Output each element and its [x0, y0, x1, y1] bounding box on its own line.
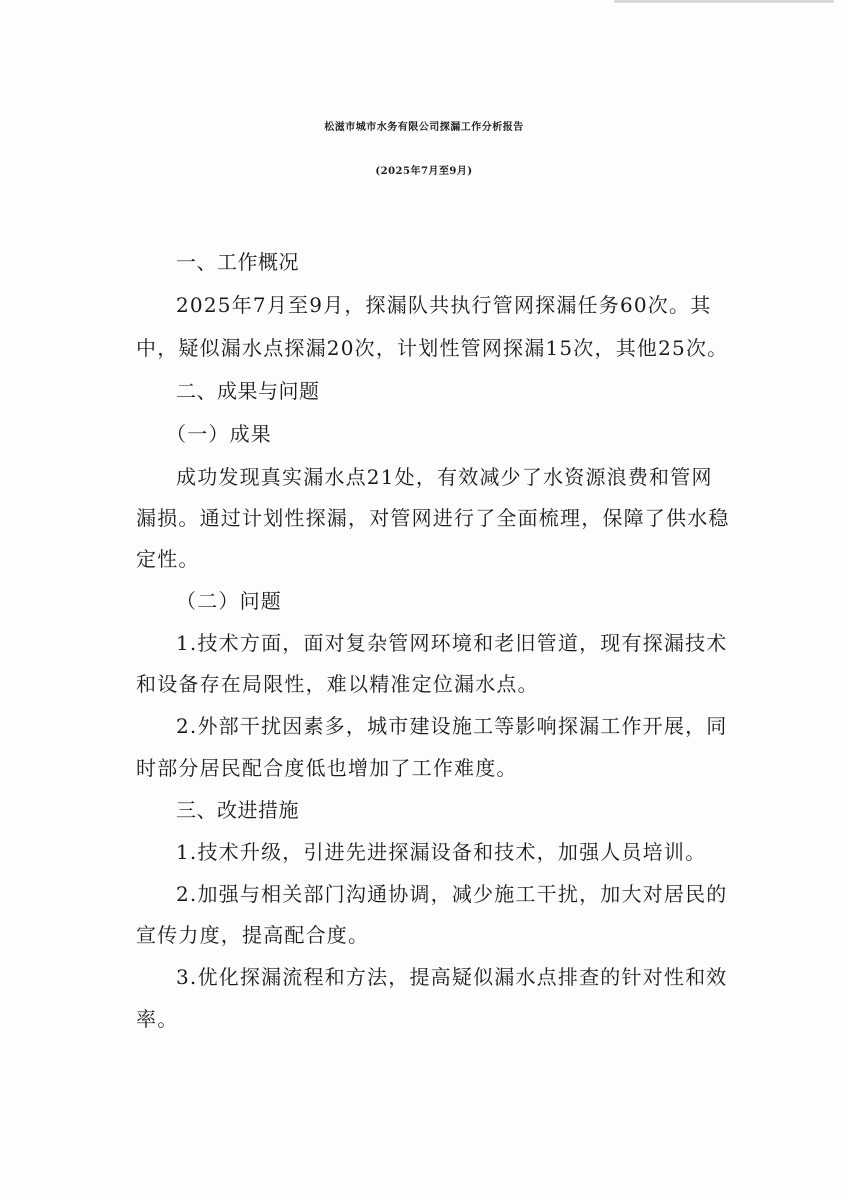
- report-title: 松滋市城市水务有限公司探漏工作分析报告: [324, 122, 524, 133]
- paragraph-line: 定性。: [136, 547, 200, 571]
- scan-artifact: [614, 0, 834, 3]
- paragraph-line: 和设备存在局限性，难以精准定位漏水点。: [136, 672, 539, 696]
- paragraph-line: 率。: [136, 1007, 179, 1031]
- paragraph-line: 宣传力度，提高配合度。: [136, 923, 370, 947]
- section-heading-overview: 一、工作概况: [176, 250, 299, 274]
- subsection-heading-problems: （二）问题: [176, 589, 282, 613]
- paragraph-line: 2025年7月至9月，探漏队共执行管网探漏任务60次。其: [176, 293, 712, 317]
- paragraph-line: 中，疑似漏水点探漏20次，计划性管网探漏15次，其他25次。: [136, 336, 729, 360]
- paragraph-line: 1.技术方面，面对复杂管网环境和老旧管道，现有探漏技术: [176, 631, 728, 655]
- paragraph-line: 2.外部干扰因素多，城市建设施工等影响探漏工作开展，同: [176, 714, 728, 738]
- paragraph-line: 3.优化探漏流程和方法，提高疑似漏水点排查的针对性和效: [176, 965, 728, 989]
- section-heading-improvements: 三、改进措施: [176, 798, 299, 822]
- section-heading-results: 二、成果与问题: [176, 379, 320, 403]
- paragraph-line: 时部分居民配合度低也增加了工作难度。: [136, 756, 518, 780]
- subsection-heading-achievements: （一）成果: [166, 422, 272, 446]
- paragraph-line: 2.加强与相关部门沟通协调，减少施工干扰，加大对居民的: [176, 882, 728, 906]
- paragraph-line: 成功发现真实漏水点21处，有效减少了水资源浪费和管网: [176, 465, 713, 489]
- paragraph-line: 1.技术升级，引进先进探漏设备和技术，加强人员培训。: [176, 840, 707, 864]
- report-period: (2025年7月至9月): [375, 166, 473, 177]
- paragraph-line: 漏损。通过计划性探漏，对管网进行了全面梳理，保障了供水稳: [136, 506, 730, 530]
